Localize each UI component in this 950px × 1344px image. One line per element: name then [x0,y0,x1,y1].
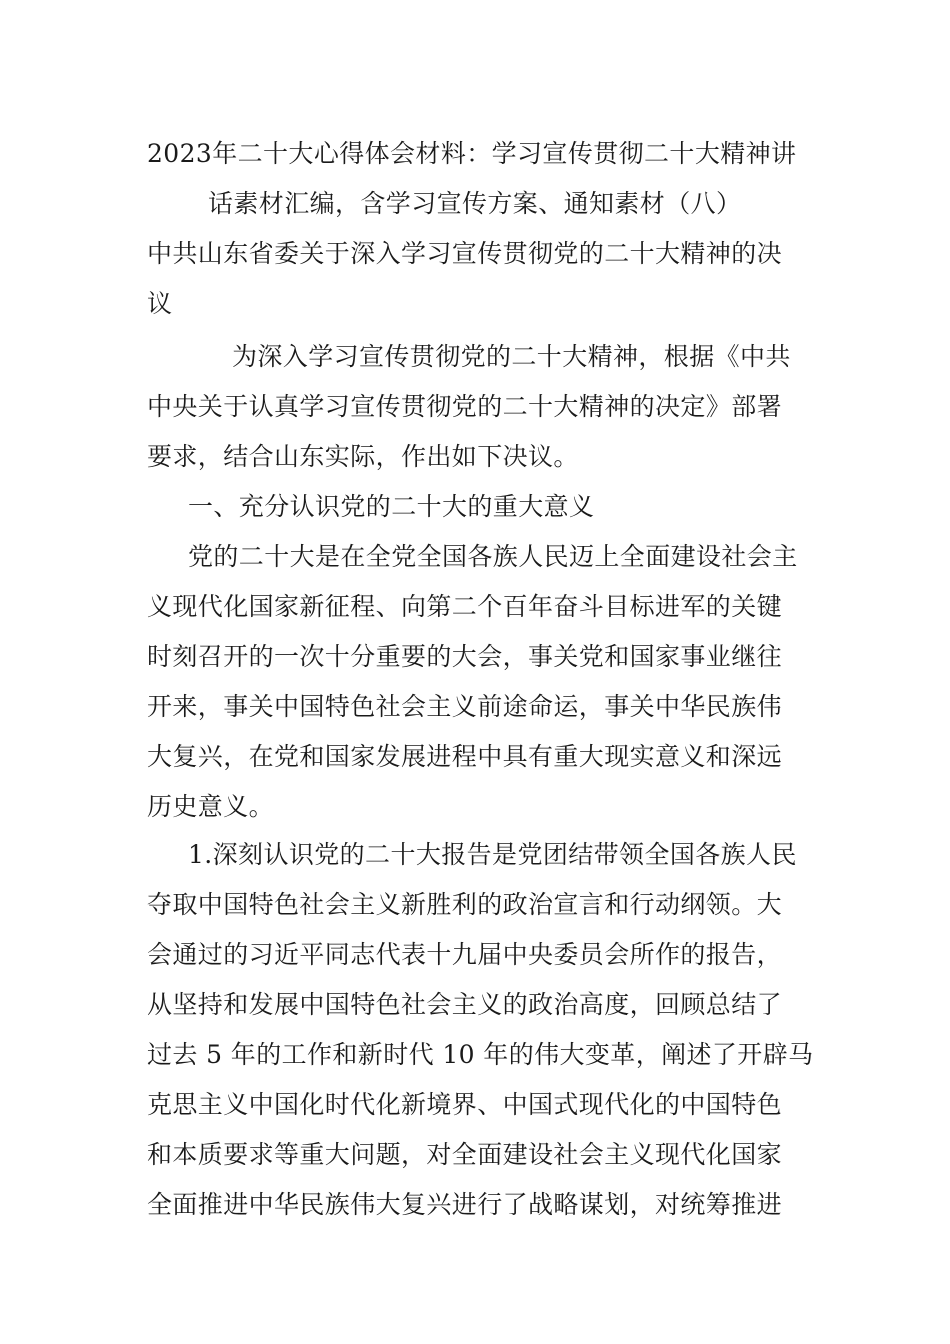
subtitle-line-2: 议 [147,289,173,318]
intro-line: 为深入学习宣传贯彻党的二十大精神，根据《中共 [232,342,791,371]
paragraph-line: 从坚持和发展中国特色社会主义的政治高度，回顾总结了 [147,990,783,1019]
paragraph-line: 过去 5 年的工作和新时代 10 年的伟大变革，阐述了开辟马 [147,1040,814,1069]
section-heading: 一、充分认识党的二十大的重大意义 [188,492,595,521]
paragraph-line: 夺取中国特色社会主义新胜利的政治宣言和行动纲领。大 [147,890,783,919]
subtitle-line-1: 中共山东省委关于深入学习宣传贯彻党的二十大精神的决 [147,239,783,268]
paragraph-line: 时刻召开的一次十分重要的大会，事关党和国家事业继往 [147,642,783,671]
paragraph-line: 大复兴，在党和国家发展进程中具有重大现实意义和深远 [147,742,783,771]
paragraph-line: 全面推进中华民族伟大复兴进行了战略谋划，对统筹推进 [147,1190,783,1219]
paragraph-line: 义现代化国家新征程、向第二个百年奋斗目标进军的关键 [147,592,783,621]
paragraph-line: 克思主义中国化时代化新境界、中国式现代化的中国特色 [147,1090,783,1119]
doc-title-line-2: 话素材汇编，含学习宣传方案、通知素材（八） [208,189,742,218]
intro-line: 要求，结合山东实际，作出如下决议。 [147,442,579,471]
intro-line: 中央关于认真学习宣传贯彻党的二十大精神的决定》部署 [147,392,783,421]
doc-title-line-1: 2023年二十大心得体会材料：学习宣传贯彻二十大精神讲 [147,139,797,168]
paragraph-line: 开来，事关中国特色社会主义前途命运，事关中华民族伟 [147,692,783,721]
paragraph-line: 党的二十大是在全党全国各族人民迈上全面建设社会主 [188,542,798,571]
paragraph-line: 历史意义。 [147,792,275,821]
paragraph-line: 会通过的习近平同志代表十九届中央委员会所作的报告， [147,940,783,969]
paragraph-line: 1.深刻认识党的二十大报告是党团结带领全国各族人民 [188,840,797,869]
paragraph-line: 和本质要求等重大问题，对全面建设社会主义现代化国家 [147,1140,783,1169]
